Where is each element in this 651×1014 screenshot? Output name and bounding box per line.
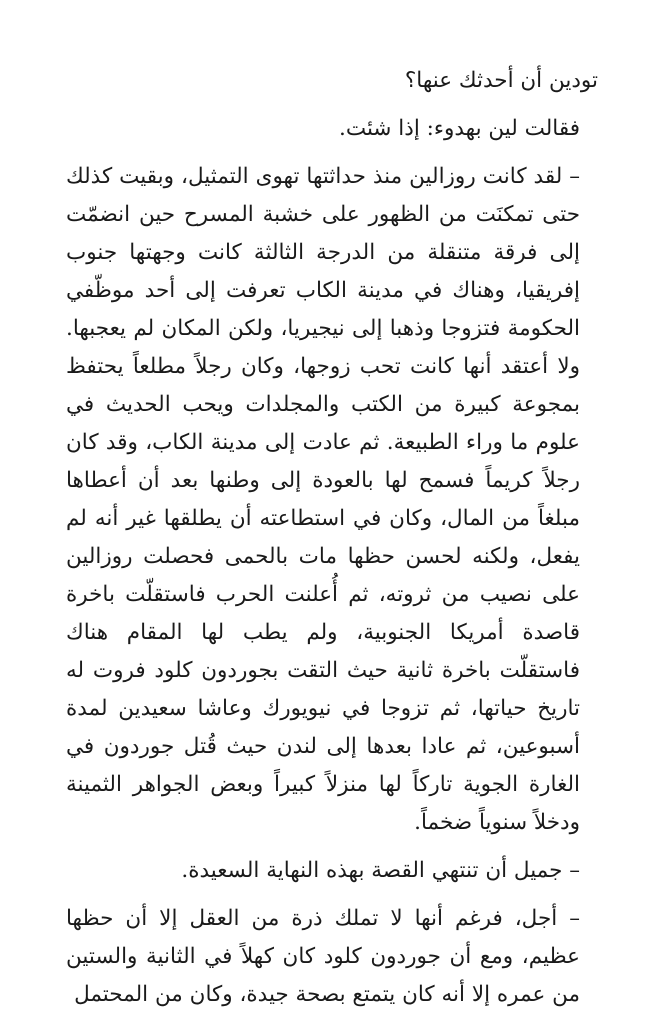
paragraph-question: تودين أن أحدثك عنها؟ (404, 68, 598, 93)
paragraph-reply: فقالت لين بهدوء: إذا شئت. (339, 116, 580, 141)
book-page (66, 62, 598, 1014)
paragraph-rosaline-story: – لقد كانت روزالين منذ حداثتها تهوى التمثيل، وبقيت كذلك حتى تمكنَت من الظهور على خشبة المسرح حين انضمّت إلى فرقة متنقلة من الدرجة الثالثة كانت وجهتها جنوب إفريقيا، وهناك في مدينة الكاب تعرفت إلى أحد موظّفي الحكومة فتزوجا وذهبا إلى نيجيريا، ولكن المكان لم يعجبها. ولا أعتقد أنها كانت تحب زوجها، وكان رجلاً مطلعاً يحتفظ بمجوعة كبيرة من الكتب والمجلدات ويحب الحديث في علوم ما وراء الطبيعة. ثم عادت إلى مدينة الكاب، وقد كان رجلاً كريماً فسمح لها بالعودة إلى وطنها بعد أن أعطاها مبلغاً من المال، وكان في استطاعته أن يطلقها غير أنه لم يفعل، ولكنه لحسن حظها مات بالحمى فحصلت روزالين على نصيب من ثروته، ثم أُعلنت الحرب فاستقلّت باخرة قاصدة أمريكا الجنوبية، ولم يطب لها المقام هناك فاستقلّت باخرة ثانية حيث التقت بجوردون كلود فروت له تاريخ حياتها، ثم تزوجا في نيويورك وعاشا سعيدين لمدة أسبوعين، ثم عادا بعدها إلى لندن حيث قُتل جوردون في الغارة الجوية تاركاً لها منزلاً كبيراً وبعض الجواهر الثمينة ودخلاً سنوياً ضخماً. (66, 164, 580, 835)
paragraph-happy-ending: – جميل أن تنتهي القصة بهذه النهاية السعيدة. (181, 858, 580, 883)
paragraph-luck: – أجل، فرغم أنها لا تملك ذرة من العقل إلا أن حظها عظيم، ومع أن جوردون كلود كان كهلاً في الثانية والستين من عمره إلا أنه كان يتمتع بصحة جيدة، وكان من المحتمل (66, 906, 580, 1007)
